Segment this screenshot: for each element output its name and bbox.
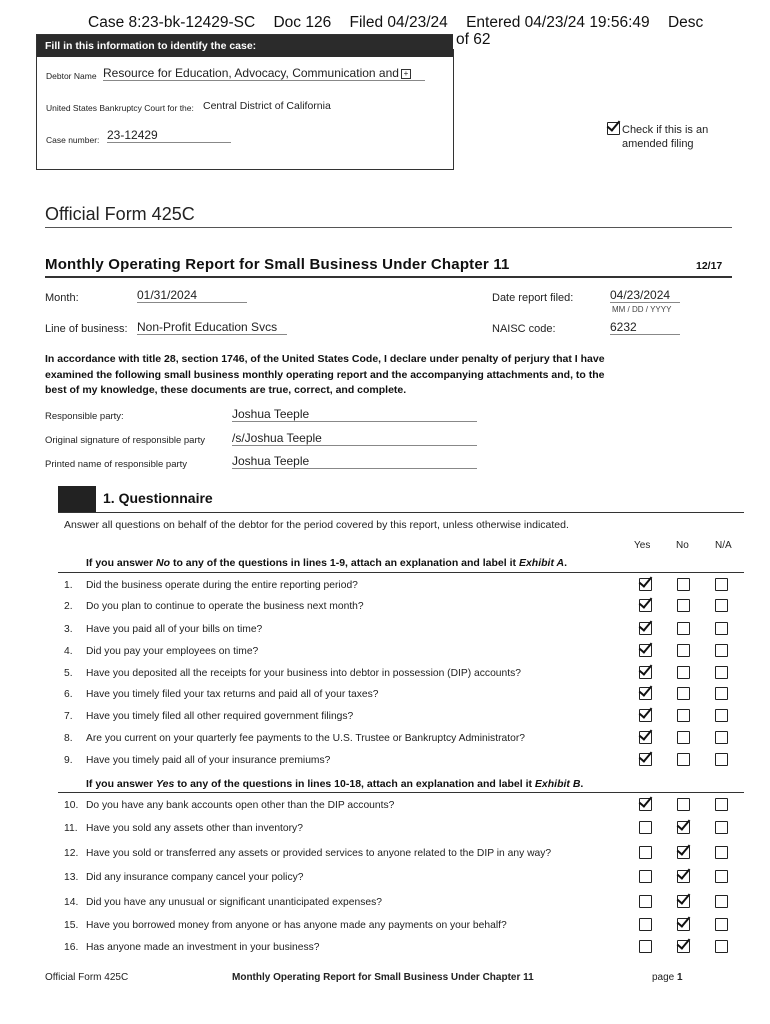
question-number: 9. [64,755,73,766]
question-text: Have you sold any assets other than inventory? [86,823,303,834]
question-number: 13. [64,872,79,883]
answer-yes-checkbox[interactable] [639,940,652,953]
answer-yes-checkbox[interactable] [639,709,652,722]
column-yes: Yes [634,540,651,551]
answer-yes-checkbox[interactable] [639,918,652,931]
answer-no-checkbox[interactable] [677,622,690,635]
line-of-business-label: Line of business: [45,323,128,335]
answer-yes-checkbox[interactable] [639,821,652,834]
question-number: 14. [64,897,79,908]
question-number: 2. [64,601,73,612]
answer-no-checkbox[interactable] [677,687,690,700]
question-text: Did any insurance company cancel your policy? [86,872,304,883]
case-identification-heading: Fill in this information to identify the case: [37,35,453,57]
question-text: Do you plan to continue to operate the business next month? [86,601,364,612]
footer-form-name: Official Form 425C [45,972,129,983]
answer-yes-checkbox[interactable] [639,666,652,679]
line-of-business-field[interactable] [137,320,287,335]
question-row [64,646,744,664]
report-title: Monthly Operating Report for Small Business Under Chapter 11 [45,256,510,273]
signature-label: Original signature of responsible party [45,435,206,446]
question-row [64,601,744,619]
question-row [64,580,744,598]
question-row [64,872,744,890]
questionnaire-intro: Answer all questions on behalf of the debtor for the period covered by this report, unless otherwise indicated. [64,519,569,531]
question-number: 1. [64,580,73,591]
footer-title: Monthly Operating Report for Small Business Under Chapter 11 [232,972,534,983]
naisc-label: NAISC code: [492,323,556,335]
form-revision: 12/17 [696,260,723,272]
month-value: 01/31/2024 [137,288,198,302]
question-number: 4. [64,646,73,657]
case-number-header: Case 8:23-bk-12429-SC [88,14,256,31]
question-row [64,624,744,642]
printed-name-label: Printed name of responsible party [45,459,188,470]
question-text: Have you borrowed money from anyone or has anyone made any payments on your behalf? [86,920,507,931]
question-row [64,823,744,841]
instruction-exhibit-a: If you answer No to any of the questions in lines 1-9, attach an explanation and label it Exhibit A. [86,557,567,569]
answer-yes-checkbox[interactable] [639,895,652,908]
signature-value: /s/Joshua Teeple [232,431,322,445]
question-number: 7. [64,711,73,722]
answer-na-checkbox[interactable] [715,644,728,657]
question-text: Did you have any unusual or significant unanticipated expenses? [86,897,382,908]
question-number: 16. [64,942,79,953]
answer-no-checkbox[interactable] [677,940,690,953]
question-number: 3. [64,624,73,635]
instruction-a-rule [58,572,744,573]
debtor-name-label: Debtor Name [46,71,97,81]
question-row [64,711,744,729]
responsible-party-value: Joshua Teeple [232,407,310,421]
question-text: Have you timely filed all other required government filings? [86,711,354,722]
answer-yes-checkbox[interactable] [639,846,652,859]
answer-na-checkbox[interactable] [715,846,728,859]
desc-label: Desc [667,14,704,31]
column-no: No [676,540,689,551]
entered-date: Entered 04/23/24 19:56:49 [466,14,650,31]
answer-yes-checkbox[interactable] [639,578,652,591]
question-number: 12. [64,848,79,859]
answer-yes-checkbox[interactable] [639,687,652,700]
case-number-value: 23-12429 [107,128,158,142]
form-name-rule [45,227,732,228]
answer-na-checkbox[interactable] [715,798,728,811]
declaration-text: In accordance with title 28, section 1746, of the United States Code, I declare under penalty of perjury that I have examined the following small business monthly operating report and the accompanying attachments and, to the best of my knowledge, these documents are true, correct, and complete. [45,353,605,396]
answer-no-checkbox[interactable] [677,895,690,908]
question-number: 10. [64,800,79,811]
question-row [64,897,744,915]
case-header [88,14,717,32]
question-row [64,689,744,707]
question-text: Have you paid all of your bills on time? [86,624,263,635]
answer-na-checkbox[interactable] [715,622,728,635]
answer-no-checkbox[interactable] [677,798,690,811]
answer-no-checkbox[interactable] [677,870,690,883]
printed-name-value: Joshua Teeple [232,454,310,468]
answer-na-checkbox[interactable] [715,918,728,931]
answer-na-checkbox[interactable] [715,578,728,591]
answer-no-checkbox[interactable] [677,709,690,722]
printed-name-field[interactable] [232,454,477,469]
question-text: Have you timely filed your tax returns and paid all of your taxes? [86,689,379,700]
answer-yes-checkbox[interactable] [639,798,652,811]
answer-na-checkbox[interactable] [715,709,728,722]
answer-no-checkbox[interactable] [677,753,690,766]
answer-yes-checkbox[interactable] [639,644,652,657]
expand-plus-icon[interactable]: + [401,69,411,79]
answer-yes-checkbox[interactable] [639,870,652,883]
case-number-field[interactable] [107,128,231,143]
section-marker [58,486,96,512]
question-text: Have you deposited all the receipts for your business into debtor in possession (DIP) accounts? [86,668,521,679]
month-field[interactable] [137,288,247,303]
naisc-value: 6232 [610,320,637,334]
answer-no-checkbox[interactable] [677,599,690,612]
question-text: Have you timely paid all of your insurance premiums? [86,755,331,766]
question-number: 15. [64,920,79,931]
question-number: 5. [64,668,73,679]
question-row [64,848,744,866]
question-text: Has anyone made an investment in your business? [86,942,320,953]
answer-na-checkbox[interactable] [715,753,728,766]
question-number: 8. [64,733,73,744]
answer-na-checkbox[interactable] [715,895,728,908]
instruction-b-rule [58,792,744,793]
date-filed-value: 04/23/2024 [610,288,671,302]
naisc-field[interactable] [610,320,680,335]
question-text: Do you have any bank accounts open other than the DIP accounts? [86,800,395,811]
responsible-party-field[interactable] [232,407,477,422]
question-row [64,755,744,773]
form-name: Official Form 425C [45,204,195,224]
month-label: Month: [45,292,79,304]
date-filed-field[interactable] [610,288,680,303]
case-identification-box [36,34,454,170]
date-filed-label: Date report filed: [492,292,574,304]
page-of-total: of 62 [453,31,493,49]
answer-na-checkbox[interactable] [715,731,728,744]
answer-yes-checkbox[interactable] [639,731,652,744]
question-number: 11. [64,823,78,834]
question-row [64,920,744,938]
answer-no-checkbox[interactable] [677,821,690,834]
answer-na-checkbox[interactable] [715,666,728,679]
column-na: N/A [715,540,732,551]
questionnaire-title: 1. Questionnaire [103,490,213,506]
question-number: 6. [64,689,73,700]
question-text: Did the business operate during the entire reporting period? [86,580,358,591]
date-format-hint: MM / DD / YYYY [612,305,672,314]
answer-no-checkbox[interactable] [677,644,690,657]
question-text: Did you pay your employees on time? [86,646,259,657]
question-row [64,942,744,960]
debtor-name-value: Resource for Education, Advocacy, Communication and [103,66,399,80]
court-label: United States Bankruptcy Court for the: [46,103,194,113]
answer-no-checkbox[interactable] [677,846,690,859]
answer-na-checkbox[interactable] [715,821,728,834]
amended-filing-text-1: Check if this is an [622,124,709,136]
title-rule [45,276,732,278]
question-text: Have you sold or transferred any assets or provided services to anyone related to the DIP in any way? [86,848,552,859]
questionnaire-rule [58,512,744,513]
answer-no-checkbox[interactable] [677,666,690,679]
answer-na-checkbox[interactable] [715,940,728,953]
amended-filing-checkbox[interactable] [607,122,620,135]
question-row [64,800,744,818]
line-of-business-value: Non-Profit Education Svcs [137,320,278,334]
signature-field[interactable] [232,431,477,446]
case-number-label: Case number: [46,135,100,145]
answer-no-checkbox[interactable] [677,578,690,591]
court-value: Central District of California [203,100,331,112]
instruction-exhibit-b: If you answer Yes to any of the questions in lines 10-18, attach an explanation and label it Exhibit B. [86,778,584,790]
amended-filing-text-2: amended filing [622,138,694,150]
answer-yes-checkbox[interactable] [639,599,652,612]
question-row [64,668,744,686]
answer-yes-checkbox[interactable] [639,753,652,766]
answer-no-checkbox[interactable] [677,731,690,744]
footer-page: page 1 [652,972,683,983]
filed-date: Filed 04/23/24 [349,14,448,31]
question-row [64,733,744,751]
debtor-name-field[interactable] [103,66,425,81]
question-text: Are you current on your quarterly fee payments to the U.S. Trustee or Bankruptcy Administrator? [86,733,525,744]
answer-na-checkbox[interactable] [715,870,728,883]
answer-yes-checkbox[interactable] [639,622,652,635]
answer-na-checkbox[interactable] [715,599,728,612]
answer-no-checkbox[interactable] [677,918,690,931]
answer-na-checkbox[interactable] [715,687,728,700]
responsible-party-label: Responsible party: [45,411,124,422]
doc-number: Doc 126 [273,14,332,31]
